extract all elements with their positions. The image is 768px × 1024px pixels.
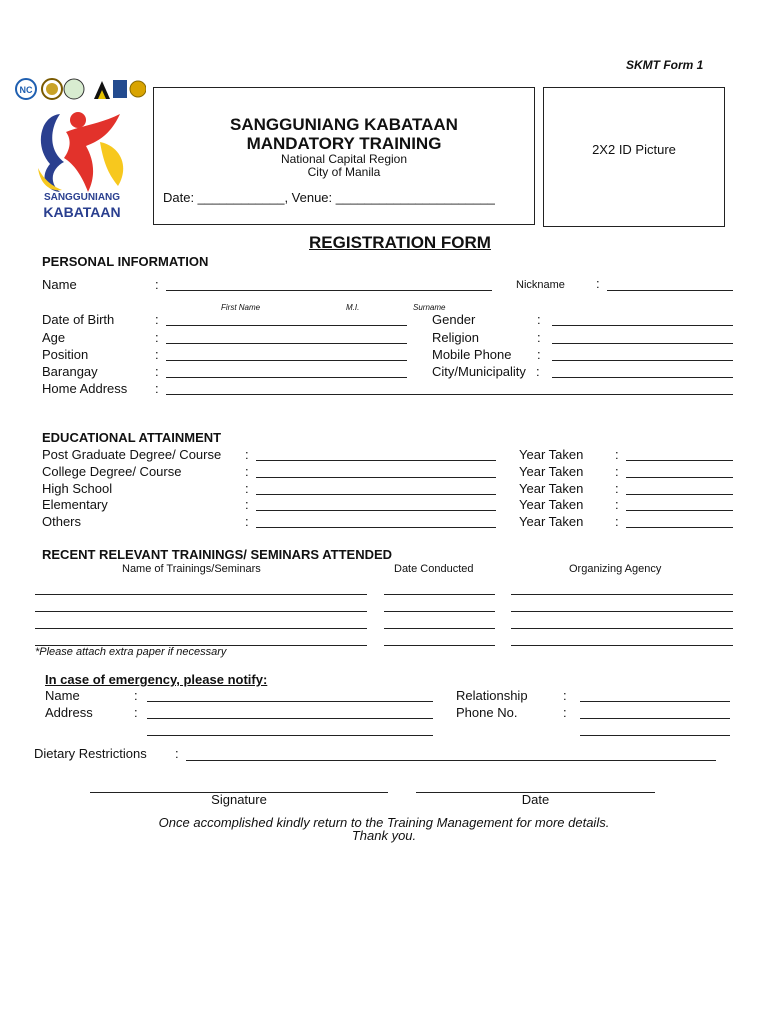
relationship-colon: : bbox=[563, 688, 567, 703]
age-label: Age bbox=[42, 330, 66, 345]
city-municipality-label: City/Municipality bbox=[432, 364, 526, 379]
phone-no-colon: : bbox=[563, 705, 567, 720]
training-date-field[interactable] bbox=[384, 594, 495, 595]
partner-logos bbox=[14, 77, 146, 101]
religion-field[interactable] bbox=[552, 343, 733, 344]
emergency-heading: In case of emergency, please notify: bbox=[45, 672, 268, 687]
training-agency-field[interactable] bbox=[511, 594, 733, 595]
emergency-address-colon: : bbox=[134, 705, 138, 720]
partner-logos-graphic bbox=[14, 77, 146, 101]
year-taken-field[interactable] bbox=[626, 460, 733, 461]
edu-course-field[interactable] bbox=[256, 527, 496, 528]
training-date-field[interactable] bbox=[384, 628, 495, 629]
svg-text:NC: NC bbox=[19, 85, 33, 95]
extra-paper-note: *Please attach extra paper if necessary bbox=[35, 646, 227, 658]
edu-row-label: Elementary bbox=[42, 497, 108, 512]
form-code: SKMT Form 1 bbox=[626, 58, 704, 72]
form-title: REGISTRATION FORM bbox=[309, 233, 491, 252]
edu-colon: : bbox=[245, 447, 249, 462]
edu-colon: : bbox=[245, 481, 249, 496]
training-name-field[interactable] bbox=[35, 628, 367, 629]
year-taken-label: Year Taken bbox=[519, 481, 584, 496]
year-colon: : bbox=[615, 481, 619, 496]
edu-row-label: Others bbox=[42, 514, 82, 529]
edu-row-label: College Degree/ Course bbox=[42, 464, 182, 479]
mi-sublabel: M.I. bbox=[346, 303, 360, 312]
year-taken-label: Year Taken bbox=[519, 497, 584, 512]
round-logo-icon bbox=[130, 81, 146, 97]
personal-heading: PERSONAL INFORMATION bbox=[42, 254, 209, 269]
year-taken-label: Year Taken bbox=[519, 464, 584, 479]
edu-colon: : bbox=[245, 464, 249, 479]
training-agency-field[interactable] bbox=[511, 628, 733, 629]
year-colon: : bbox=[615, 447, 619, 462]
dietary-colon: : bbox=[175, 746, 179, 761]
barangay-colon: : bbox=[155, 364, 159, 379]
edu-course-field[interactable] bbox=[256, 460, 496, 461]
year-colon: : bbox=[615, 464, 619, 479]
gender-field[interactable] bbox=[552, 325, 733, 326]
sk-logo-icon bbox=[30, 106, 134, 194]
relationship-label: Relationship bbox=[456, 688, 528, 703]
phone-no-field[interactable] bbox=[580, 718, 730, 719]
footer-instruction: Once accomplished kindly return to the Training Management for more details. bbox=[158, 815, 610, 830]
edu-row-label: Post Graduate Degree/ Course bbox=[42, 447, 222, 462]
sk-logo bbox=[30, 106, 134, 222]
dietary-field[interactable] bbox=[186, 760, 716, 761]
emergency-name-field[interactable] bbox=[147, 701, 433, 702]
header-box bbox=[153, 87, 535, 225]
dob-field[interactable] bbox=[166, 325, 407, 326]
year-taken-field[interactable] bbox=[626, 477, 733, 478]
nickname-field[interactable] bbox=[607, 290, 733, 291]
trainings-heading: RECENT RELEVANT TRAININGS/ SEMINARS ATTENDED bbox=[42, 547, 393, 562]
position-label: Position bbox=[42, 347, 89, 362]
religion-colon: : bbox=[537, 330, 541, 345]
training-date-field[interactable] bbox=[384, 611, 495, 612]
emergency-address-label: Address bbox=[45, 705, 93, 720]
nickname-colon: : bbox=[596, 276, 600, 291]
training-name-field[interactable] bbox=[35, 611, 367, 612]
position-colon: : bbox=[155, 347, 159, 362]
dob-colon: : bbox=[155, 312, 159, 327]
signature-date-label: Date bbox=[521, 792, 550, 807]
edu-colon: : bbox=[245, 514, 249, 529]
first-name-sublabel: First Name bbox=[221, 303, 261, 312]
name-label: Name bbox=[42, 277, 77, 292]
home-address-label: Home Address bbox=[42, 381, 128, 396]
shield-logo-icon bbox=[113, 80, 127, 98]
training-agency-field[interactable] bbox=[511, 611, 733, 612]
edu-colon: : bbox=[245, 497, 249, 512]
title-line1: SANGGUNIANG KABATAAN bbox=[230, 115, 458, 134]
edu-course-field[interactable] bbox=[256, 477, 496, 478]
year-taken-field[interactable] bbox=[626, 510, 733, 511]
mobile-phone-field[interactable] bbox=[552, 360, 733, 361]
footer-thanks: Thank you. bbox=[351, 828, 417, 843]
sk-logo-line2: KABATAAN bbox=[43, 204, 121, 220]
year-taken-label: Year Taken bbox=[519, 447, 584, 462]
seal-logo-icon bbox=[64, 79, 84, 99]
dob-label: Date of Birth bbox=[42, 312, 115, 327]
name-field[interactable] bbox=[166, 290, 492, 291]
training-agency-field[interactable] bbox=[511, 645, 733, 646]
signature-label: Signature bbox=[211, 792, 267, 807]
city-text: City of Manila bbox=[307, 165, 381, 179]
nickname-label: Nickname bbox=[516, 279, 565, 291]
home-address-field[interactable] bbox=[166, 394, 733, 395]
position-field[interactable] bbox=[166, 360, 407, 361]
region-text: National Capital Region bbox=[280, 152, 408, 166]
date-venue-line: Date: ____________, Venue: ______________________ bbox=[163, 190, 495, 205]
edu-row-label: High School bbox=[42, 481, 113, 496]
year-taken-field[interactable] bbox=[626, 527, 733, 528]
col-training-name: Name of Trainings/Seminars bbox=[122, 563, 261, 575]
title-line2: MANDATORY TRAINING bbox=[246, 134, 442, 153]
phone-no-field-2[interactable] bbox=[580, 735, 730, 736]
year-taken-field[interactable] bbox=[626, 494, 733, 495]
phone-no-label: Phone No. bbox=[456, 705, 518, 720]
city-municipality-field[interactable] bbox=[552, 377, 733, 378]
dietary-label: Dietary Restrictions bbox=[34, 746, 147, 761]
home-address-colon: : bbox=[155, 381, 159, 396]
id-picture-box[interactable] bbox=[543, 87, 725, 227]
emergency-name-label: Name bbox=[45, 688, 80, 703]
mobile-phone-label: Mobile Phone bbox=[432, 347, 512, 362]
sk-logo-line1: SANGGUNIANG bbox=[43, 192, 121, 203]
name-colon: : bbox=[155, 277, 159, 292]
gender-colon: : bbox=[537, 312, 541, 327]
year-taken-label: Year Taken bbox=[519, 514, 584, 529]
mobile-phone-colon: : bbox=[537, 347, 541, 362]
city-municipality-colon: : bbox=[536, 364, 540, 379]
edu-course-field[interactable] bbox=[256, 510, 496, 511]
emergency-name-colon: : bbox=[134, 688, 138, 703]
surname-sublabel: Surname bbox=[413, 303, 446, 312]
training-name-field[interactable] bbox=[35, 594, 367, 595]
emergency-address-field[interactable] bbox=[147, 718, 433, 719]
edu-course-field[interactable] bbox=[256, 494, 496, 495]
id-picture-label: 2X2 ID Picture bbox=[592, 142, 676, 157]
barangay-label: Barangay bbox=[42, 364, 98, 379]
religion-label: Religion bbox=[432, 330, 479, 345]
year-colon: : bbox=[615, 514, 619, 529]
barangay-field[interactable] bbox=[166, 377, 407, 378]
col-date-conducted: Date Conducted bbox=[394, 563, 474, 575]
year-colon: : bbox=[615, 497, 619, 512]
emergency-address-field-2[interactable] bbox=[147, 735, 433, 736]
education-heading: EDUCATIONAL ATTAINMENT bbox=[42, 430, 222, 445]
col-organizing-agency: Organizing Agency bbox=[569, 563, 662, 575]
age-colon: : bbox=[155, 330, 159, 345]
relationship-field[interactable] bbox=[580, 701, 730, 702]
training-date-field[interactable] bbox=[384, 645, 495, 646]
gender-label: Gender bbox=[432, 312, 476, 327]
age-field[interactable] bbox=[166, 343, 407, 344]
